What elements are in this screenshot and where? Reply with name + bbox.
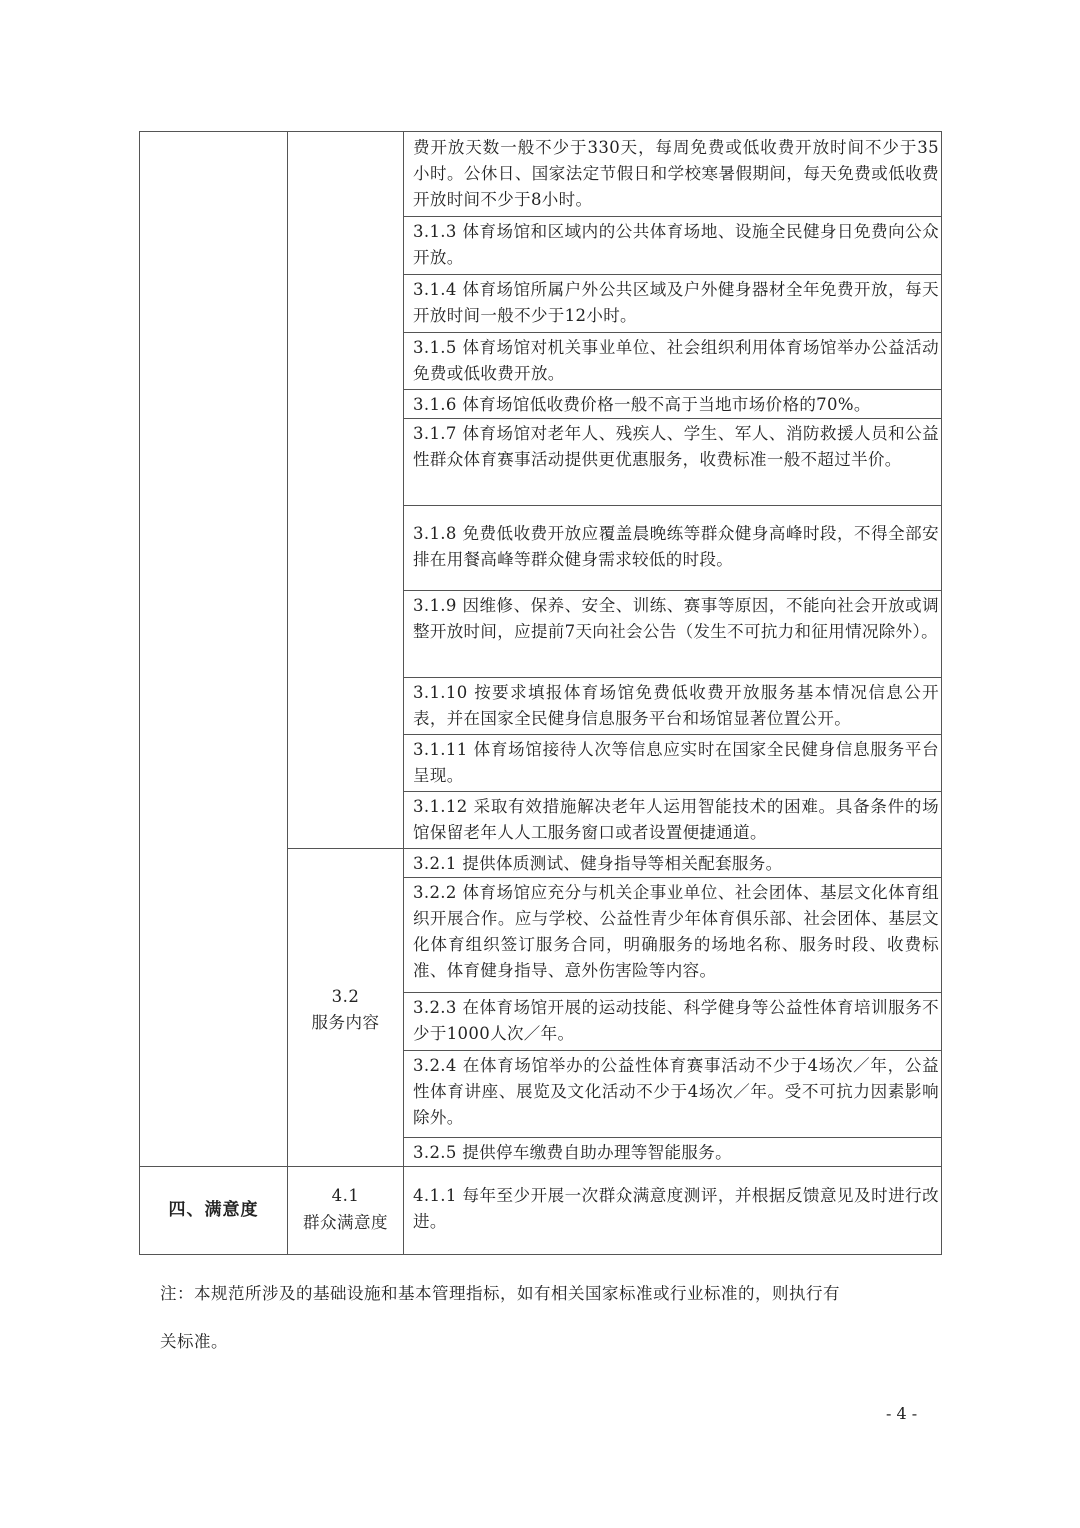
table-cell: 费开放天数一般不少于330天，每周免费或低收费开放时间不少于35小时。公休日、国家法定节假日和学校寒暑假期间，每天免费或低收费开放时间不少于8小时。: [413, 138, 939, 209]
subcategory-name: 群众满意度: [303, 1213, 388, 1232]
footnote-line-1: 注：本规范所涉及的基础设施和基本管理指标，如有相关国家标准或行业标准的，则执行有: [160, 1284, 840, 1303]
table-border-bottom: [139, 1254, 942, 1255]
table-cell: 3.1.6 体育场馆低收费价格一般不高于当地市场价格的70%。: [413, 395, 871, 414]
row-line: [403, 734, 942, 735]
row-line: [403, 332, 942, 333]
section-title: 四、满意度: [168, 1200, 259, 1220]
table-border-top: [139, 131, 942, 132]
table-cell: 3.2.5 提供停车缴费自助办理等智能服务。: [413, 1143, 732, 1162]
subcategory-name: 服务内容: [311, 1013, 380, 1032]
row-line: [287, 848, 942, 849]
table-cell: 3.2.1 提供体质测试、健身指导等相关配套服务。: [413, 854, 783, 873]
table-cell: 3.1.5 体育场馆对机关事业单位、社会组织利用体育场馆举办公益活动免费或低收费开放。: [413, 338, 939, 383]
table-cell: 4.1.1 每年至少开展一次群众满意度测评，并根据反馈意见及时进行改进。: [413, 1186, 939, 1231]
table-cell: 3.1.7 体育场馆对老年人、残疾人、学生、军人、消防救援人员和公益性群众体育赛事活动提供更优惠服务，收费标准一般不超过半价。: [413, 424, 939, 469]
table-cell: 3.1.10 按要求填报体育场馆免费低收费开放服务基本情况信息公开表，并在国家全民健身信息服务平台和场馆显著位置公开。: [413, 683, 939, 728]
row-line: [139, 1166, 942, 1167]
row-line: [403, 677, 942, 678]
row-line: [403, 1050, 942, 1051]
row-line: [403, 505, 942, 506]
row-line: [403, 418, 942, 419]
footnote-line-2: 关标准。: [160, 1332, 228, 1351]
table-border-right: [941, 131, 942, 1255]
table-cell: 3.1.11 体育场馆接待人次等信息应实时在国家全民健身信息服务平台呈现。: [413, 740, 939, 785]
table-cell: 3.1.12 采取有效措施解决老年人运用智能技术的困难。具备条件的场馆保留老年人人工服务窗口或者设置便捷通道。: [413, 797, 939, 842]
row-line: [403, 216, 942, 217]
row-line: [403, 590, 942, 591]
row-line: [403, 877, 942, 878]
table-cell: 3.2.3 在体育场馆开展的运动技能、科学健身等公益性体育培训服务不少于1000人次／年。: [413, 998, 939, 1043]
table-cell: 3.2.2 体育场馆应充分与机关企事业单位、社会团体、基层文化体育组织开展合作。应与学校、公益性青少年体育俱乐部、社会团体、基层文化体育组织签订服务合同，明确服务的场地名称、服务时段、收费标准、体育健身指导、意外伤害险等内容。: [413, 883, 939, 980]
row-line: [403, 992, 942, 993]
table-divider-1: [287, 131, 288, 1255]
table-border-left: [139, 131, 140, 1255]
table-cell: 3.1.3 体育场馆和区域内的公共体育场地、设施全民健身日免费向公众开放。: [413, 222, 939, 267]
table-cell: 3.2.4 在体育场馆举办的公益性体育赛事活动不少于4场次／年，公益性体育讲座、展览及文化活动不少于4场次／年。受不可抗力因素影响除外。: [413, 1056, 939, 1127]
page-number: - 4 -: [886, 1404, 918, 1423]
row-line: [403, 389, 942, 390]
row-line: [403, 274, 942, 275]
subcategory-code: 4.1: [331, 1186, 360, 1205]
table-cell: 3.1.4 体育场馆所属户外公共区域及户外健身器材全年免费开放，每天开放时间一般不少于12小时。: [413, 280, 939, 325]
table-divider-2: [403, 131, 404, 1255]
table-cell: 3.1.8 免费低收费开放应覆盖晨晚练等群众健身高峰时段，不得全部安排在用餐高峰等群众健身需求较低的时段。: [413, 524, 939, 569]
row-line: [403, 791, 942, 792]
row-line: [403, 1137, 942, 1138]
subcategory-code: 3.2: [331, 987, 360, 1006]
table-cell: 3.1.9 因维修、保养、安全、训练、赛事等原因，不能向社会开放或调整开放时间，应提前7天向社会公告（发生不可抗力和征用情况除外）。: [413, 596, 939, 641]
